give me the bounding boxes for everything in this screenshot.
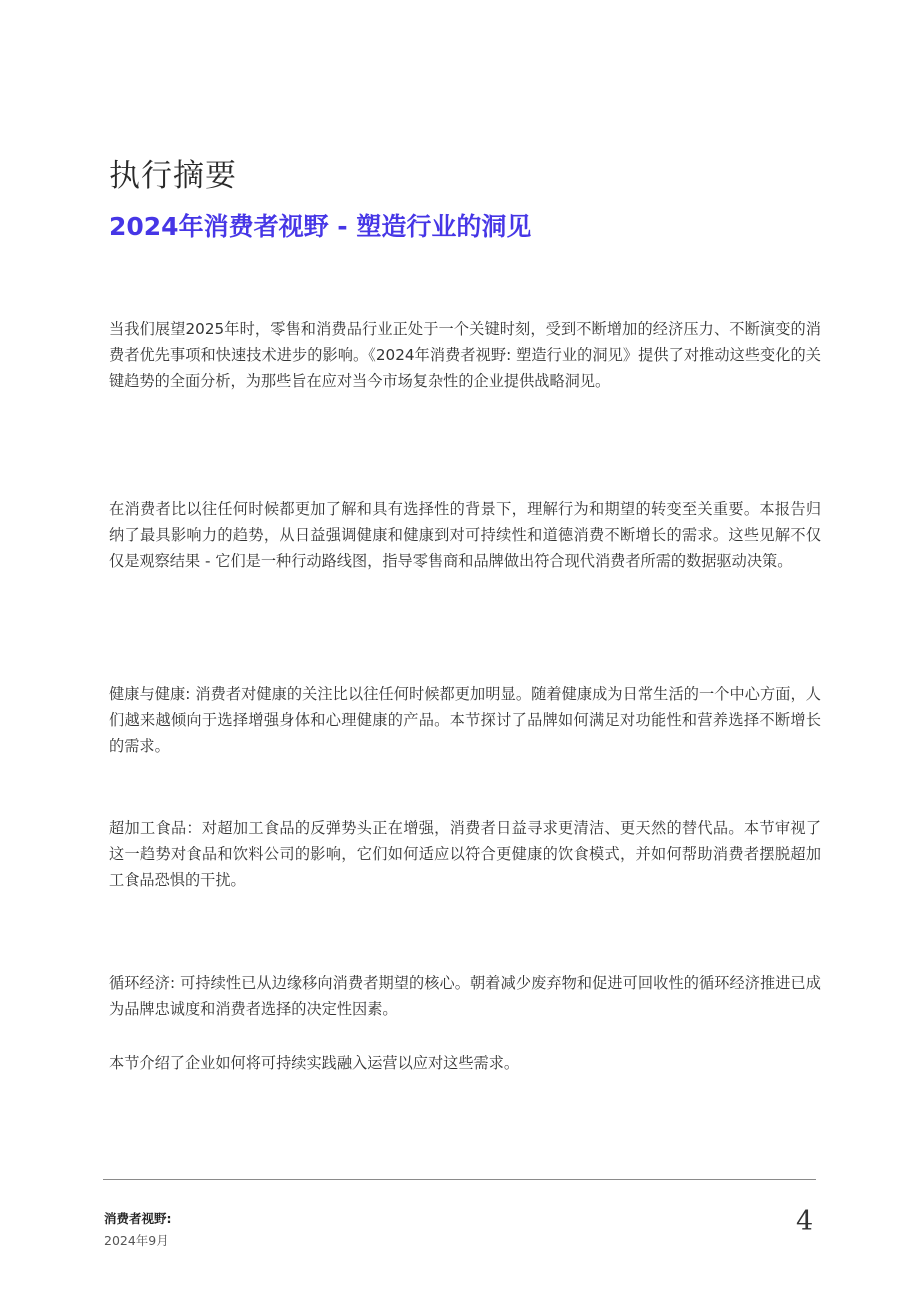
- circular-economy-section-paragraph: 循环经济: 可持续性已从边缘移向消费者期望的核心。朝着减少废弃物和促进可回收性的循环经济推进已成为品牌忠诚度和消费者选择的决定性因素。: [109, 974, 821, 1018]
- footer-divider: [103, 1179, 816, 1180]
- ultra-processed-section-paragraph: 超加工食品：对超加工食品的反弹势头正在增强，消费者日益寻求更清洁、更天然的替代品。本节审视了这一趋势对食品和饮料公司的影响，它们如何适应以符合更健康的饮食模式，并如何帮助消费者摆脱超加工食品恐惧的干扰。: [109, 819, 821, 889]
- page-number: 4: [796, 1206, 814, 1237]
- page-title: 执行摘要: [109, 158, 237, 194]
- footer-date: 2024年9月: [104, 1233, 169, 1248]
- context-paragraph: 在消费者比以往任何时候都更加了解和具有选择性的背景下，理解行为和期望的转变至关重要。本报告归纳了最具影响力的趋势，从日益强调健康和健康到对可持续性和道德消费不断增长的需求。这些见解不仅仅是观察结果 - 它们是一种行动路线图，指导零售商和品牌做出符合现代消费者所需的数据驱动决策。: [109, 500, 821, 570]
- footer-report-name: 消费者视野:: [104, 1211, 172, 1226]
- intro-paragraph: 当我们展望2025年时，零售和消费品行业正处于一个关键时刻，受到不断增加的经济压力、不断演变的消费者优先事项和快速技术进步的影响。《2024年消费者视野: 塑造行业的洞见》提供了对推动这些变化的关键趋势的全面分析，为那些旨在应对当今市场复杂性的企业提供战略洞见。: [109, 320, 821, 390]
- health-section-paragraph: 健康与健康: 消费者对健康的关注比以往任何时候都更加明显。随着健康成为日常生活的一个中心方面，人们越来越倾向于选择增强身体和心理健康的产品。本节探讨了品牌如何满足对功能性和营养选择不断增长的需求。: [109, 685, 821, 755]
- sustainability-note-paragraph: 本节介绍了企业如何将可持续实践融入运营以应对这些需求。: [109, 1054, 520, 1072]
- page-subtitle: 2024年消费者视野 - 塑造行业的洞见: [109, 212, 532, 241]
